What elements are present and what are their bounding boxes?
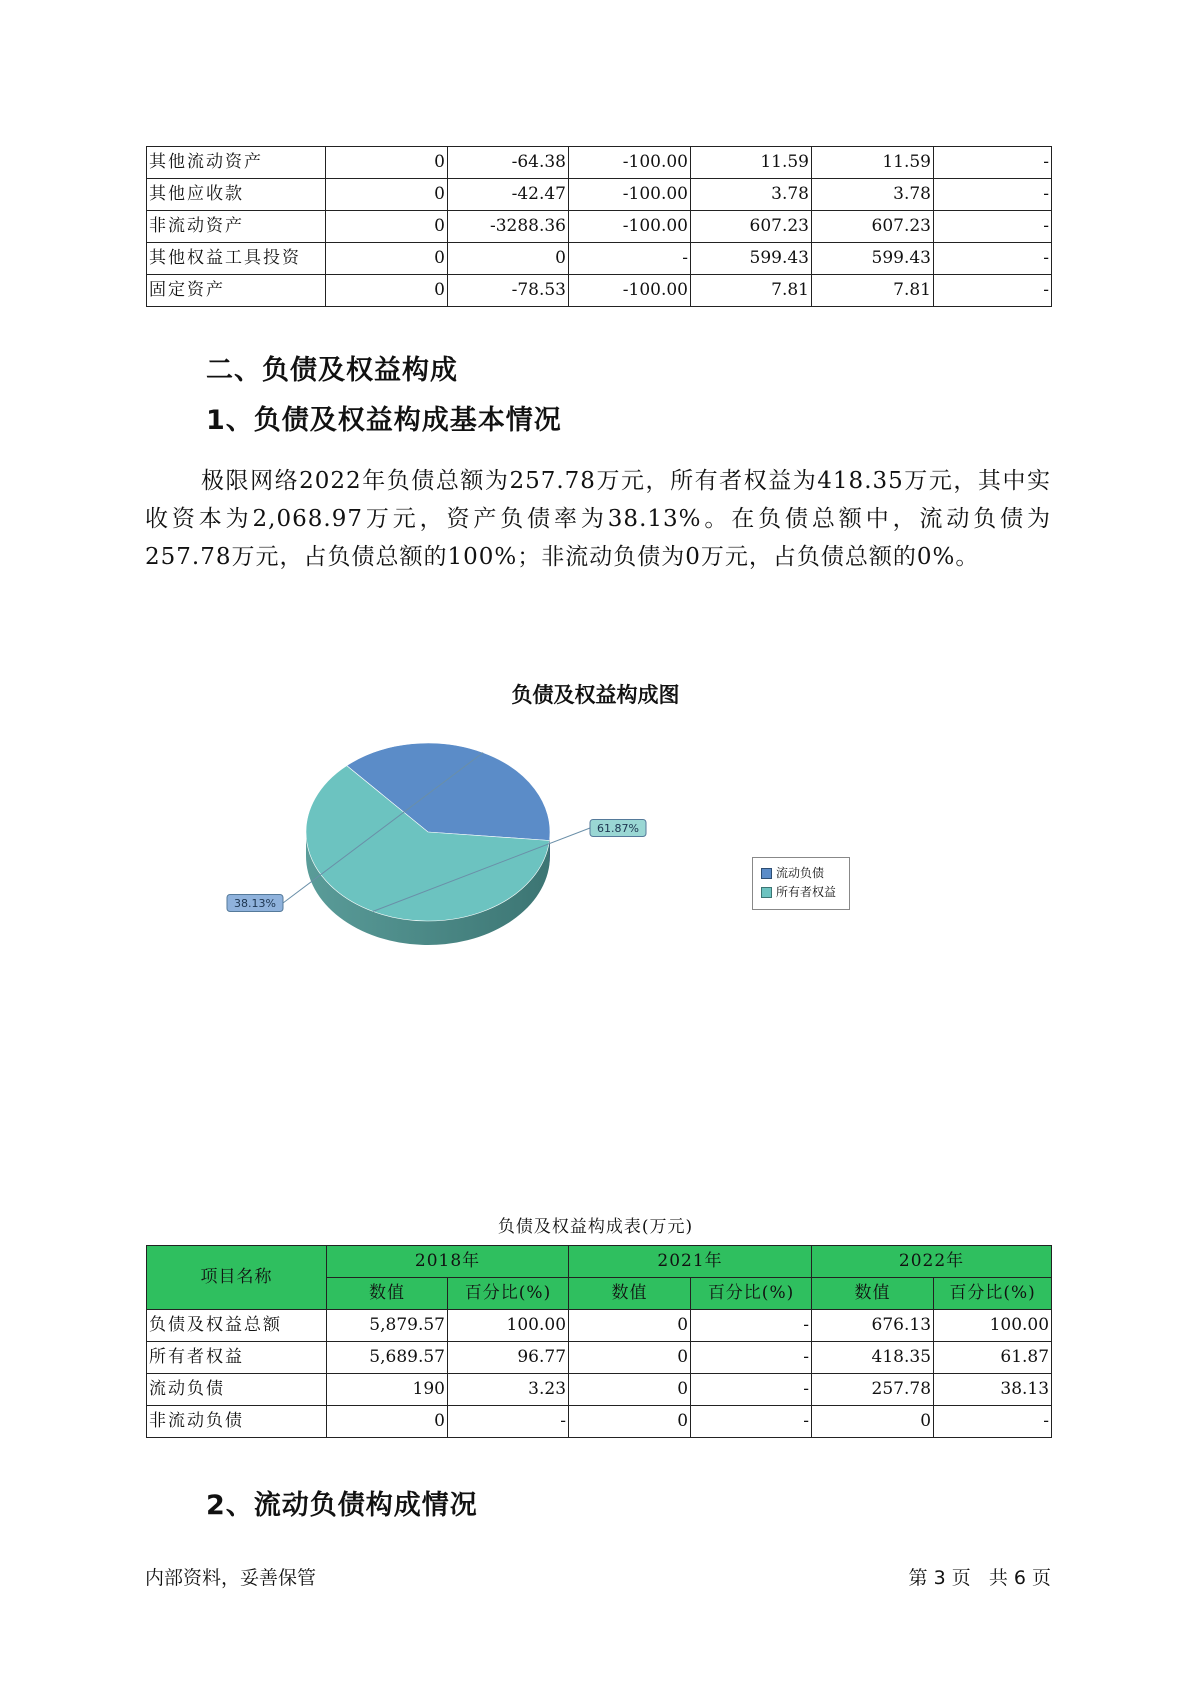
cell: - <box>691 1342 812 1374</box>
table-row <box>147 1406 1052 1438</box>
cell: 96.77 <box>448 1342 569 1374</box>
cell: 599.43 <box>812 243 934 275</box>
cell: - <box>934 179 1052 211</box>
header-row <box>147 1246 1052 1278</box>
legend-item <box>761 864 841 883</box>
row-label: 非流动资产 <box>147 211 326 243</box>
cell: -100.00 <box>569 275 691 307</box>
legend-swatch <box>761 868 772 879</box>
header-year: 2018年 <box>327 1246 569 1278</box>
legend-label: 流动负债 <box>776 866 825 880</box>
cell: - <box>691 1374 812 1406</box>
cell: 7.81 <box>691 275 812 307</box>
cell: 0 <box>569 1310 691 1342</box>
header-item-name: 项目名称 <box>147 1246 327 1310</box>
cell: 0 <box>812 1406 934 1438</box>
assets-change-table <box>146 146 1052 307</box>
cell: 100.00 <box>934 1310 1052 1342</box>
sub-heading-2: 2、流动负债构成情况 <box>206 1490 478 1521</box>
cell: 257.78 <box>812 1374 934 1406</box>
header-value: 数值 <box>812 1278 934 1310</box>
cell: 676.13 <box>812 1310 934 1342</box>
cell: - <box>691 1310 812 1342</box>
liability-equity-table <box>146 1245 1052 1438</box>
cell: 3.78 <box>691 179 812 211</box>
cell: 190 <box>327 1374 448 1406</box>
header-value: 数值 <box>327 1278 448 1310</box>
cell: - <box>691 1406 812 1438</box>
cell: 0 <box>327 1406 448 1438</box>
pie-label-text: 38.13% <box>234 897 276 910</box>
cell: 607.23 <box>812 211 934 243</box>
header-percent: 百分比(%) <box>691 1278 812 1310</box>
cell: 0 <box>448 243 569 275</box>
header-percent: 百分比(%) <box>448 1278 569 1310</box>
row-label: 流动负债 <box>147 1374 327 1406</box>
cell: -100.00 <box>569 147 691 179</box>
row-label: 负债及权益总额 <box>147 1310 327 1342</box>
row-label: 其他权益工具投资 <box>147 243 326 275</box>
cell: - <box>934 243 1052 275</box>
cell: - <box>569 243 691 275</box>
cell: - <box>934 1406 1052 1438</box>
section-heading: 二、负债及权益构成 <box>206 355 458 386</box>
liability-equity-pie-chart <box>0 740 1191 1000</box>
cell: 100.00 <box>448 1310 569 1342</box>
cell: 11.59 <box>691 147 812 179</box>
cell: 0 <box>326 179 448 211</box>
row-label: 其他流动资产 <box>147 147 326 179</box>
table-row <box>147 1342 1052 1374</box>
cell: 0 <box>326 211 448 243</box>
cell: -42.47 <box>448 179 569 211</box>
cell: 418.35 <box>812 1342 934 1374</box>
cell: -3288.36 <box>448 211 569 243</box>
row-label: 非流动负债 <box>147 1406 327 1438</box>
summary-paragraph: 极限网络2022年负债总额为257.78万元，所有者权益为418.35万元，其中实收资本为2,068.97万元，资产负债率为38.13%。在负债总额中，流动负债为257.78万元，占负债总额的100%；非流动负债为0万元，占负债总额的0%。 <box>145 468 1051 570</box>
sub-heading-1: 1、负债及权益构成基本情况 <box>206 405 562 436</box>
table-row <box>147 1374 1052 1406</box>
table-row <box>147 147 1052 179</box>
header-percent: 百分比(%) <box>934 1278 1052 1310</box>
table-row <box>147 211 1052 243</box>
cell: - <box>934 275 1052 307</box>
cell: 0 <box>569 1406 691 1438</box>
cell: -64.38 <box>448 147 569 179</box>
cell: 38.13 <box>934 1374 1052 1406</box>
cell: -100.00 <box>569 211 691 243</box>
row-label: 所有者权益 <box>147 1342 327 1374</box>
cell: 7.81 <box>812 275 934 307</box>
table-row <box>147 275 1052 307</box>
cell: - <box>934 147 1052 179</box>
cell: 61.87 <box>934 1342 1052 1374</box>
header-year: 2022年 <box>812 1246 1052 1278</box>
cell: - <box>934 211 1052 243</box>
cell: - <box>448 1406 569 1438</box>
row-label: 固定资产 <box>147 275 326 307</box>
header-year: 2021年 <box>569 1246 812 1278</box>
cell: 0 <box>569 1342 691 1374</box>
pie-label-text: 61.87% <box>597 822 639 835</box>
cell: 11.59 <box>812 147 934 179</box>
cell: 0 <box>326 243 448 275</box>
table-row <box>147 1310 1052 1342</box>
cell: 0 <box>326 147 448 179</box>
footer-page-number: 第 3 页 共 6 页 <box>908 1567 1051 1589</box>
cell: 5,879.57 <box>327 1310 448 1342</box>
cell: 3.78 <box>812 179 934 211</box>
table-row <box>147 179 1052 211</box>
legend-swatch <box>761 887 772 898</box>
cell: 0 <box>326 275 448 307</box>
legend-label: 所有者权益 <box>776 885 837 899</box>
legend-item <box>761 883 841 902</box>
chart-legend <box>752 857 850 910</box>
table-row <box>147 243 1052 275</box>
cell: 3.23 <box>448 1374 569 1406</box>
header-value: 数值 <box>569 1278 691 1310</box>
cell: -78.53 <box>448 275 569 307</box>
chart-title: 负债及权益构成图 <box>511 683 680 707</box>
footer-left: 内部资料，妥善保管 <box>145 1567 317 1589</box>
row-label: 其他应收款 <box>147 179 326 211</box>
cell: 599.43 <box>691 243 812 275</box>
cell: 0 <box>569 1374 691 1406</box>
table-caption: 负债及权益构成表(万元) <box>497 1217 694 1237</box>
cell: 5,689.57 <box>327 1342 448 1374</box>
cell: -100.00 <box>569 179 691 211</box>
cell: 607.23 <box>691 211 812 243</box>
pie-top-group <box>306 743 550 921</box>
